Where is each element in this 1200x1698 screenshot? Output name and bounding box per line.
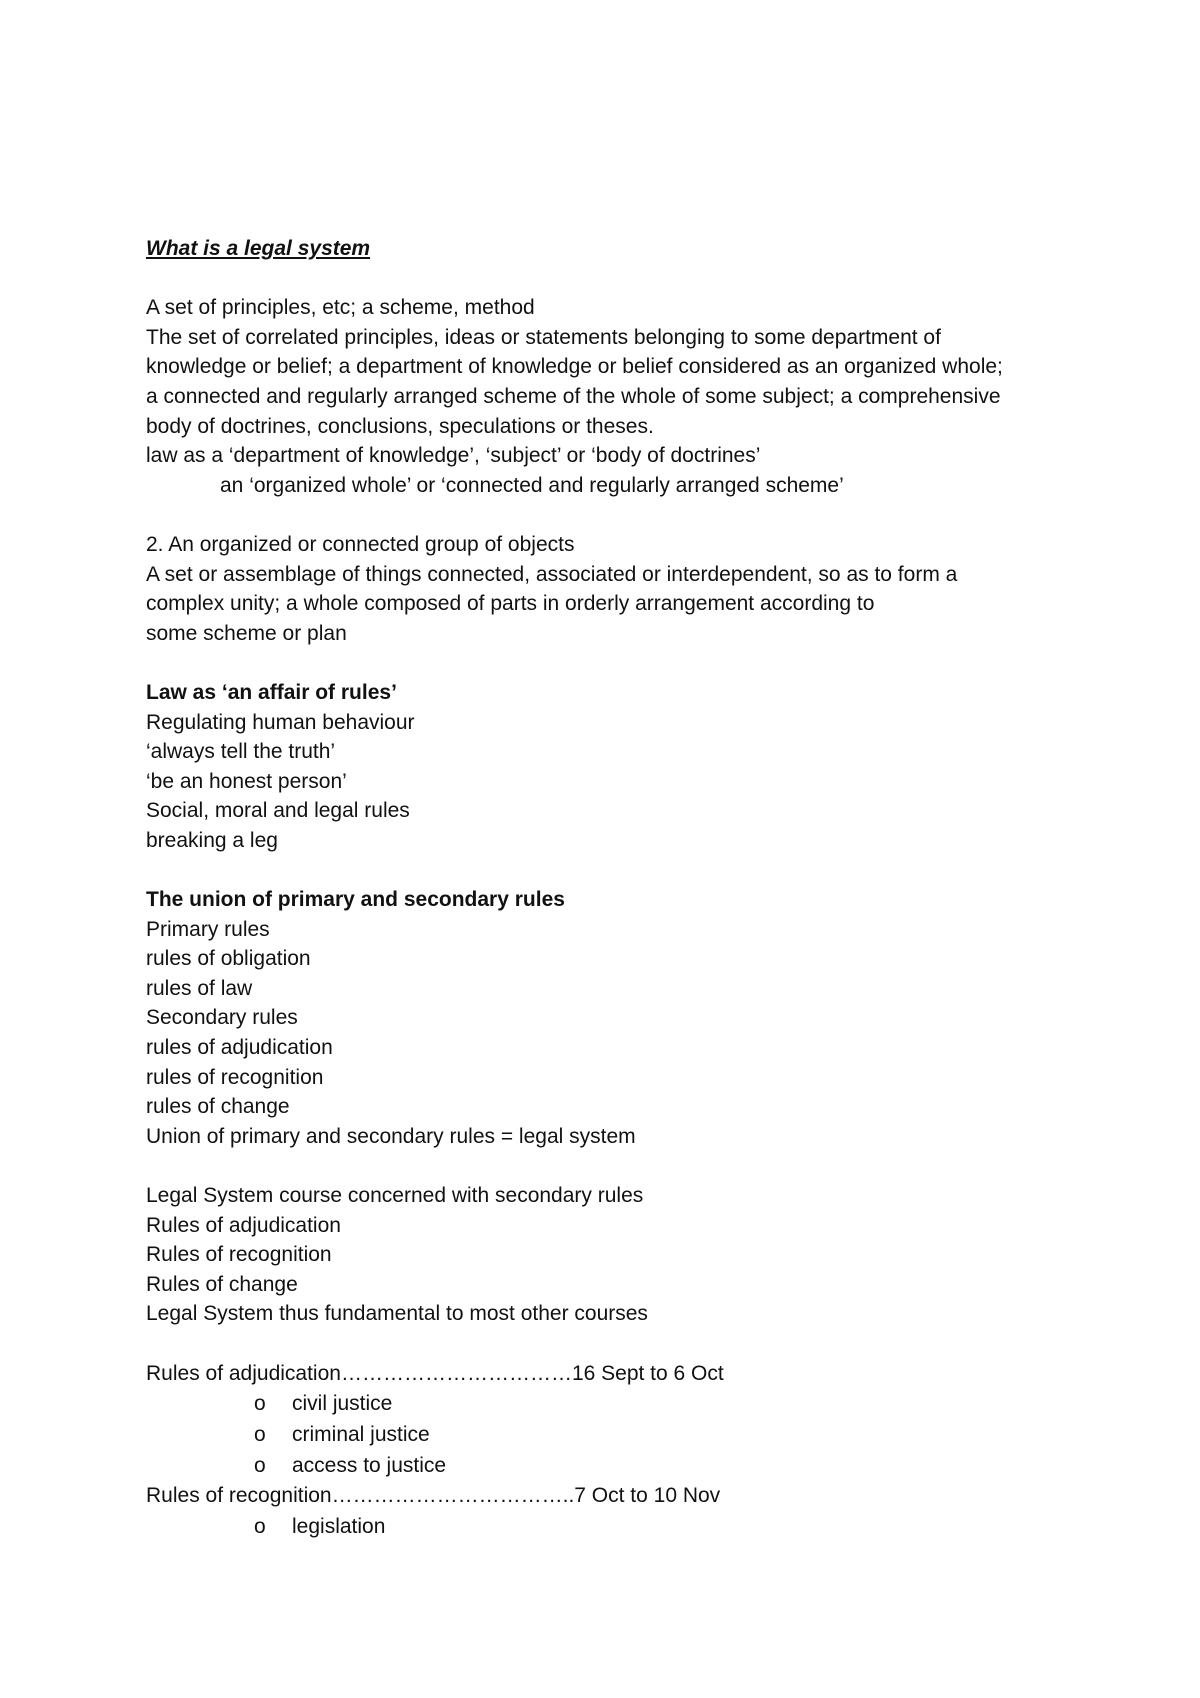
bullet-text: civil justice [292,1392,393,1416]
section-heading: Law as ‘an affair of rules’ [146,680,397,704]
bullet-text: legislation [292,1514,386,1538]
bullet-item [146,1511,1096,1542]
text-line: some scheme or plan [146,621,347,645]
text-line: law as a ‘department of knowledge’, ‘subject’ or ‘body of doctrines’ [146,444,761,468]
text-line: A set of principles, etc; a scheme, method [146,296,535,320]
blank-line [146,500,1096,530]
text-line: Primary rules [146,917,270,941]
schedule-line: Rules of recognition……………………………..7 Oct to 10 Nov [146,1484,721,1508]
text-line: The set of correlated principles, ideas or statements belonging to some department of [146,325,941,349]
text-line: Union of primary and secondary rules = legal system [146,1124,636,1148]
text-line: Rules of adjudication [146,1213,341,1237]
text-line: a connected and regularly arranged scheme of the whole of some subject; a comprehensive [146,384,1001,408]
text-line: Legal System course concerned with secondary rules [146,1184,644,1207]
text-line: ‘always tell the truth’ [146,740,336,764]
blank-line [146,1151,1096,1181]
blank-line [146,648,1096,678]
text-line: rules of adjudication [146,1036,333,1060]
document-title: What is a legal system [146,237,371,260]
blank-line [146,264,1096,294]
bullet-item [146,1419,1096,1450]
text-line: Regulating human behaviour [146,710,415,734]
text-line: Secondary rules [146,1006,298,1030]
blank-line [146,1329,1096,1359]
text-line: A set or assemblage of things connected, associated or interdependent, so as to form a [146,562,958,586]
text-line: Rules of recognition [146,1243,332,1267]
text-line: 2. An organized or connected group of objects [146,532,575,556]
bullet-text: access to justice [292,1454,447,1478]
bullet-mark: o [254,1514,266,1538]
bullet-mark: o [254,1392,266,1416]
document-body [146,234,1096,1542]
text-line: complex unity; a whole composed of parts in orderly arrangement according to [146,592,875,616]
text-line: rules of recognition [146,1065,324,1089]
bullet-mark: o [254,1454,266,1478]
text-line: rules of law [146,976,253,1000]
text-line: ‘be an honest person’ [146,769,347,793]
bullet-item [146,1450,1096,1481]
indented-text-line: an ‘organized whole’ or ‘connected and regularly arranged scheme’ [220,473,844,497]
bullet-mark: o [254,1423,266,1447]
bullet-item [146,1388,1096,1419]
text-line: body of doctrines, conclusions, speculations or theses. [146,414,654,438]
text-line: breaking a leg [146,828,278,852]
blank-line [146,855,1096,885]
section-heading: The union of primary and secondary rules [146,888,565,912]
text-line: Social, moral and legal rules [146,799,410,823]
text-line: rules of change [146,1095,290,1119]
text-line: knowledge or belief; a department of knowledge or belief considered as an organized whole; [146,355,1003,379]
bullet-text: criminal justice [292,1423,430,1447]
text-line: rules of obligation [146,947,311,971]
text-line: Legal System thus fundamental to most other courses [146,1302,648,1326]
schedule-line: Rules of adjudication……………………………16 Sept to 6 Oct [146,1361,724,1385]
text-line: Rules of change [146,1272,298,1296]
